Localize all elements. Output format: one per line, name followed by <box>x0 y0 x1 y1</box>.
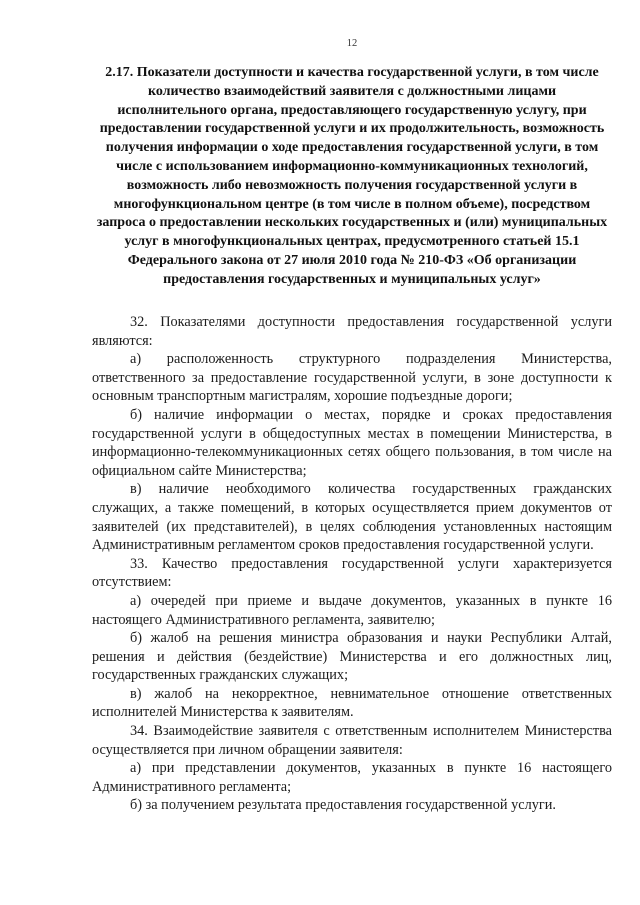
paragraph-34: 34. Взаимодействие заявителя с ответственным исполнителем Министерства осуществляется при личном обращении заявителя: <box>92 723 612 758</box>
paragraph-32-b: б) наличие информации о местах, порядке и сроках предоставления государственной услуги в общедоступных местах в помещении Министерства, в информационно-телекоммуникационных сетях общего пользования, в том числе на официальном сайте Министерства; <box>92 406 612 479</box>
paragraph-32-a: а) расположенность структурного подразделения Министерства, ответственного за предоставление государственной услуги, в зоне доступности к основным транспортным магистралям, хорошие подъездные дороги; <box>92 351 612 405</box>
paragraph-34-a: а) при представлении документов, указанных в пункте 16 настоящего Административного регламента; <box>92 760 612 795</box>
paragraph-32-v: в) наличие необходимого количества государственных гражданских служащих, а также помещений, в которых осуществляется прием документов от заявителей (их представителей), в целях соблюдения установленных настоящим Административным регламентом сроков предоставления государственной услуги. <box>92 481 612 554</box>
page-number: 12 <box>346 38 358 49</box>
section-heading: 2.17. Показатели доступности и качества государственной услуги, в том числе количество взаимодействий заявителя с должностными лицами исполнительного органа, предоставляющего государственную услугу, при предоставлении государственной услуги и их продолжительность, возможность получения информации о ходе предоставления государственной услуги, в том числе с использованием информационно-коммуникационных технологий, возможность либо невозможность получения государственной услуги в многофункциональном центре (в том числе в полном объеме), посредством запроса о предоставлении нескольких государственных и (или) муниципальных услуг в многофункциональных центрах, предусмотренного статьей 15.1 Федерального закона от 27 июля 2010 года № 210-ФЗ «Об организации предоставления государственных и муниципальных услуг» <box>96 65 608 287</box>
paragraph-33-v: в) жалоб на некорректное, невнимательное отношение ответственных исполнителей Министерства к заявителям. <box>92 685 612 721</box>
paragraph-32: 32. Показателями доступности предоставления государственной услуги являются: <box>92 314 612 349</box>
paragraph-33-b: б) жалоб на решения министра образования и науки Республики Алтай, решения и действия (бездействие) Министерства и его должностных лиц, государственных гражданских служащих; <box>92 630 612 684</box>
paragraph-33: 33. Качество предоставления государственной услуги характеризуется отсутствием: <box>92 555 612 591</box>
document-body <box>92 313 612 815</box>
paragraph-33-a: а) очередей при приеме и выдаче документов, указанных в пункте 16 настоящего Административного регламента, заявителю; <box>92 592 612 628</box>
paragraph-34-b: б) за получением результата предоставления государственной услуги. <box>130 797 556 814</box>
